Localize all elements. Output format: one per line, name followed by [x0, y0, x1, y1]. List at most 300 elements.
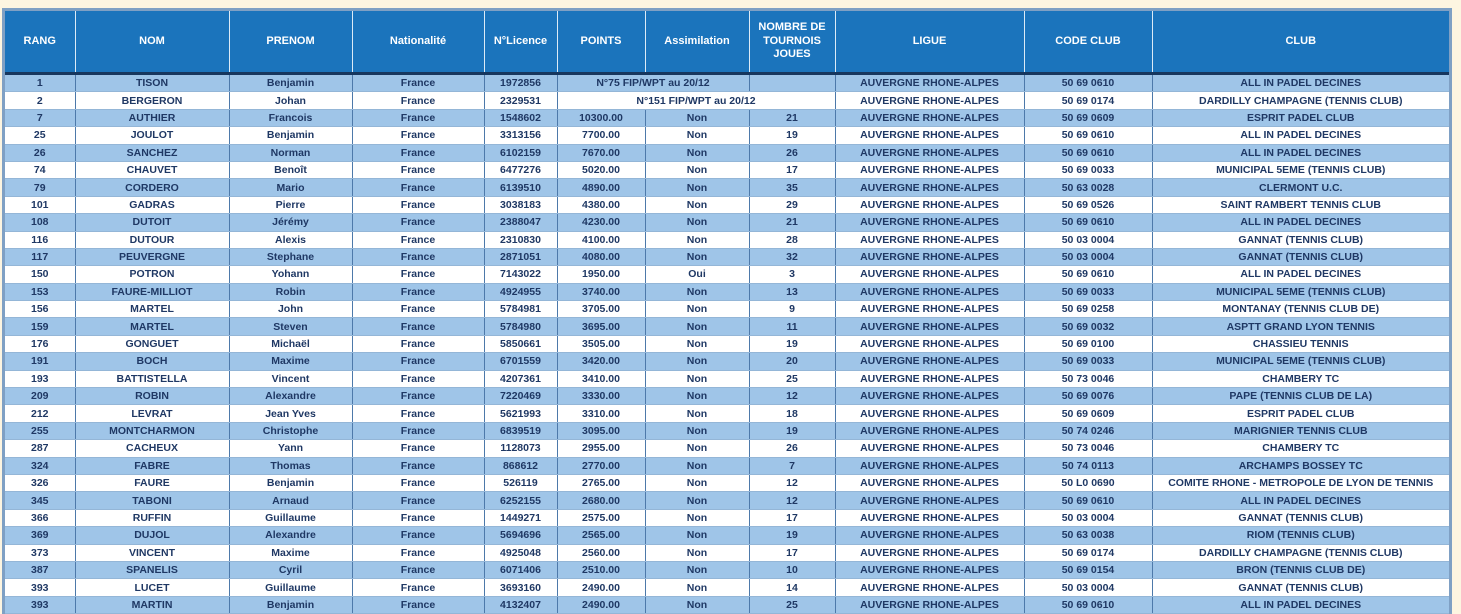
cell-code_club[interactable]: 50 69 0610 — [1024, 144, 1152, 161]
cell-ligue[interactable]: AUVERGNE RHONE-ALPES — [835, 109, 1024, 126]
cell-prenom[interactable]: Mario — [229, 179, 352, 196]
cell-nationalite[interactable]: France — [352, 509, 484, 526]
cell-prenom[interactable]: Christophe — [229, 422, 352, 439]
cell-code_club[interactable]: 50 69 0100 — [1024, 335, 1152, 352]
cell-licence[interactable]: 6477276 — [484, 161, 557, 178]
cell-club[interactable]: ALL IN PADEL DECINES — [1152, 214, 1449, 231]
cell-tournois[interactable]: 26 — [749, 144, 835, 161]
cell-prenom[interactable]: Francois — [229, 109, 352, 126]
cell-licence[interactable]: 7220469 — [484, 388, 557, 405]
cell-tournois[interactable]: 12 — [749, 388, 835, 405]
cell-assimilation[interactable]: Non — [645, 283, 749, 300]
cell-assimilation[interactable]: Non — [645, 370, 749, 387]
cell-licence[interactable]: 3693160 — [484, 579, 557, 596]
cell-licence[interactable]: 3038183 — [484, 196, 557, 213]
cell-points[interactable]: 2765.00 — [557, 474, 645, 491]
cell-rang[interactable]: 369 — [5, 527, 75, 544]
cell-points[interactable]: 3330.00 — [557, 388, 645, 405]
cell-nom[interactable]: MARTIN — [75, 596, 229, 613]
cell-assimilation[interactable]: Non — [645, 144, 749, 161]
cell-ligue[interactable]: AUVERGNE RHONE-ALPES — [835, 127, 1024, 144]
cell-assimilation[interactable]: Non — [645, 179, 749, 196]
cell-nom[interactable]: VINCENT — [75, 544, 229, 561]
cell-ligue[interactable]: AUVERGNE RHONE-ALPES — [835, 440, 1024, 457]
cell-ligue[interactable]: AUVERGNE RHONE-ALPES — [835, 335, 1024, 352]
cell-nationalite[interactable]: France — [352, 388, 484, 405]
cell-prenom[interactable]: Maxime — [229, 353, 352, 370]
cell-tournois[interactable]: 17 — [749, 544, 835, 561]
cell-nom[interactable]: CORDERO — [75, 179, 229, 196]
cell-club[interactable]: GANNAT (TENNIS CLUB) — [1152, 579, 1449, 596]
cell-nom[interactable]: FAURE-MILLIOT — [75, 283, 229, 300]
cell-licence[interactable]: 5694696 — [484, 527, 557, 544]
cell-points[interactable]: 2955.00 — [557, 440, 645, 457]
cell-club[interactable]: CHAMBERY TC — [1152, 370, 1449, 387]
cell-assimilation[interactable]: Non — [645, 335, 749, 352]
cell-rang[interactable]: 191 — [5, 353, 75, 370]
cell-nationalite[interactable]: France — [352, 474, 484, 491]
cell-nationalite[interactable]: France — [352, 214, 484, 231]
cell-rang[interactable]: 193 — [5, 370, 75, 387]
cell-code_club[interactable]: 50 69 0609 — [1024, 109, 1152, 126]
cell-code_club[interactable]: 50 69 0174 — [1024, 544, 1152, 561]
cell-points[interactable]: 3505.00 — [557, 335, 645, 352]
cell-nationalite[interactable]: France — [352, 353, 484, 370]
cell-licence[interactable]: 1449271 — [484, 509, 557, 526]
cell-licence[interactable]: 6839519 — [484, 422, 557, 439]
cell-licence[interactable]: 7143022 — [484, 266, 557, 283]
cell-assimilation-note[interactable]: N°75 FIP/WPT au 20/12 — [557, 74, 749, 92]
cell-rang[interactable]: 74 — [5, 161, 75, 178]
cell-code_club[interactable]: 50 69 0076 — [1024, 388, 1152, 405]
cell-points[interactable]: 2770.00 — [557, 457, 645, 474]
cell-nationalite[interactable]: France — [352, 74, 484, 92]
cell-licence[interactable]: 5784981 — [484, 301, 557, 318]
cell-licence[interactable]: 5850661 — [484, 335, 557, 352]
cell-prenom[interactable]: Yann — [229, 440, 352, 457]
cell-nom[interactable]: BOCH — [75, 353, 229, 370]
cell-licence[interactable]: 2388047 — [484, 214, 557, 231]
cell-prenom[interactable]: Benjamin — [229, 474, 352, 491]
cell-points[interactable]: 2575.00 — [557, 509, 645, 526]
cell-nom[interactable]: GADRAS — [75, 196, 229, 213]
cell-tournois[interactable]: 21 — [749, 214, 835, 231]
cell-nom[interactable]: DUTOIT — [75, 214, 229, 231]
cell-ligue[interactable]: AUVERGNE RHONE-ALPES — [835, 179, 1024, 196]
cell-prenom[interactable]: Steven — [229, 318, 352, 335]
cell-nationalite[interactable]: France — [352, 127, 484, 144]
cell-nationalite[interactable]: France — [352, 440, 484, 457]
cell-nom[interactable]: LUCET — [75, 579, 229, 596]
cell-ligue[interactable]: AUVERGNE RHONE-ALPES — [835, 214, 1024, 231]
cell-tournois[interactable]: 19 — [749, 335, 835, 352]
cell-tournois[interactable]: 17 — [749, 161, 835, 178]
cell-tournois[interactable] — [749, 74, 835, 92]
cell-points[interactable]: 7670.00 — [557, 144, 645, 161]
cell-code_club[interactable]: 50 69 0526 — [1024, 196, 1152, 213]
cell-rang[interactable]: 108 — [5, 214, 75, 231]
cell-tournois[interactable]: 3 — [749, 266, 835, 283]
cell-licence[interactable]: 6139510 — [484, 179, 557, 196]
cell-licence[interactable]: 2871051 — [484, 248, 557, 265]
cell-assimilation[interactable]: Non — [645, 457, 749, 474]
column-header-nom[interactable]: NOM — [75, 11, 229, 74]
cell-rang[interactable]: 156 — [5, 301, 75, 318]
cell-ligue[interactable]: AUVERGNE RHONE-ALPES — [835, 561, 1024, 578]
cell-nationalite[interactable]: France — [352, 283, 484, 300]
cell-code_club[interactable]: 50 69 0032 — [1024, 318, 1152, 335]
cell-licence[interactable]: 3313156 — [484, 127, 557, 144]
cell-nom[interactable]: POTRON — [75, 266, 229, 283]
cell-code_club[interactable]: 50 69 0610 — [1024, 214, 1152, 231]
cell-assimilation[interactable]: Non — [645, 231, 749, 248]
cell-nationalite[interactable]: France — [352, 109, 484, 126]
cell-prenom[interactable]: Stephane — [229, 248, 352, 265]
cell-prenom[interactable]: Thomas — [229, 457, 352, 474]
cell-club[interactable]: ALL IN PADEL DECINES — [1152, 74, 1449, 92]
cell-points[interactable]: 4890.00 — [557, 179, 645, 196]
cell-rang[interactable]: 387 — [5, 561, 75, 578]
cell-prenom[interactable]: Guillaume — [229, 509, 352, 526]
cell-assimilation[interactable]: Non — [645, 422, 749, 439]
cell-ligue[interactable]: AUVERGNE RHONE-ALPES — [835, 266, 1024, 283]
cell-assimilation[interactable]: Non — [645, 248, 749, 265]
cell-rang[interactable]: 79 — [5, 179, 75, 196]
cell-rang[interactable]: 287 — [5, 440, 75, 457]
cell-licence[interactable]: 6252155 — [484, 492, 557, 509]
cell-club[interactable]: ALL IN PADEL DECINES — [1152, 596, 1449, 613]
cell-club[interactable]: BRON (TENNIS CLUB DE) — [1152, 561, 1449, 578]
cell-code_club[interactable]: 50 63 0028 — [1024, 179, 1152, 196]
cell-nationalite[interactable]: France — [352, 579, 484, 596]
cell-nationalite[interactable]: France — [352, 544, 484, 561]
cell-rang[interactable]: 159 — [5, 318, 75, 335]
cell-licence[interactable]: 526119 — [484, 474, 557, 491]
cell-ligue[interactable]: AUVERGNE RHONE-ALPES — [835, 544, 1024, 561]
cell-licence[interactable]: 2329531 — [484, 92, 557, 109]
cell-licence[interactable]: 1128073 — [484, 440, 557, 457]
cell-prenom[interactable]: Vincent — [229, 370, 352, 387]
cell-code_club[interactable]: 50 03 0004 — [1024, 579, 1152, 596]
cell-assimilation[interactable]: Non — [645, 596, 749, 613]
cell-club[interactable]: ASPTT GRAND LYON TENNIS — [1152, 318, 1449, 335]
cell-tournois[interactable]: 32 — [749, 248, 835, 265]
cell-points[interactable]: 3095.00 — [557, 422, 645, 439]
cell-club[interactable]: DARDILLY CHAMPAGNE (TENNIS CLUB) — [1152, 92, 1449, 109]
column-header-points[interactable]: POINTS — [557, 11, 645, 74]
cell-prenom[interactable]: Benjamin — [229, 127, 352, 144]
cell-ligue[interactable]: AUVERGNE RHONE-ALPES — [835, 248, 1024, 265]
cell-ligue[interactable]: AUVERGNE RHONE-ALPES — [835, 231, 1024, 248]
cell-licence[interactable]: 1972856 — [484, 74, 557, 92]
cell-points[interactable]: 4380.00 — [557, 196, 645, 213]
cell-rang[interactable]: 2 — [5, 92, 75, 109]
cell-prenom[interactable]: Jean Yves — [229, 405, 352, 422]
cell-prenom[interactable]: Jérémy — [229, 214, 352, 231]
cell-assimilation[interactable]: Non — [645, 561, 749, 578]
cell-nom[interactable]: TABONI — [75, 492, 229, 509]
cell-prenom[interactable]: Arnaud — [229, 492, 352, 509]
cell-prenom[interactable]: Alexandre — [229, 388, 352, 405]
cell-ligue[interactable]: AUVERGNE RHONE-ALPES — [835, 301, 1024, 318]
cell-code_club[interactable]: 50 69 0610 — [1024, 74, 1152, 92]
cell-nom[interactable]: TISON — [75, 74, 229, 92]
cell-club[interactable]: ALL IN PADEL DECINES — [1152, 492, 1449, 509]
cell-points[interactable]: 2510.00 — [557, 561, 645, 578]
cell-nom[interactable]: CHAUVET — [75, 161, 229, 178]
cell-tournois[interactable]: 19 — [749, 422, 835, 439]
cell-prenom[interactable]: Cyril — [229, 561, 352, 578]
cell-licence[interactable]: 4132407 — [484, 596, 557, 613]
cell-nationalite[interactable]: France — [352, 144, 484, 161]
cell-club[interactable]: ESPRIT PADEL CLUB — [1152, 109, 1449, 126]
column-header-prenom[interactable]: PRENOM — [229, 11, 352, 74]
cell-nationalite[interactable]: France — [352, 248, 484, 265]
cell-points[interactable]: 2490.00 — [557, 579, 645, 596]
cell-assimilation[interactable]: Non — [645, 196, 749, 213]
cell-club[interactable]: ALL IN PADEL DECINES — [1152, 266, 1449, 283]
cell-assimilation[interactable]: Non — [645, 544, 749, 561]
cell-club[interactable]: MUNICIPAL 5EME (TENNIS CLUB) — [1152, 353, 1449, 370]
cell-points[interactable]: 5020.00 — [557, 161, 645, 178]
cell-tournois[interactable]: 21 — [749, 109, 835, 126]
cell-ligue[interactable]: AUVERGNE RHONE-ALPES — [835, 596, 1024, 613]
cell-prenom[interactable]: Michaël — [229, 335, 352, 352]
cell-code_club[interactable]: 50 03 0004 — [1024, 231, 1152, 248]
column-header-assimilation[interactable]: Assimilation — [645, 11, 749, 74]
cell-club[interactable]: RIOM (TENNIS CLUB) — [1152, 527, 1449, 544]
cell-ligue[interactable]: AUVERGNE RHONE-ALPES — [835, 457, 1024, 474]
cell-points[interactable]: 4230.00 — [557, 214, 645, 231]
cell-club[interactable]: GANNAT (TENNIS CLUB) — [1152, 509, 1449, 526]
cell-rang[interactable]: 373 — [5, 544, 75, 561]
cell-assimilation[interactable]: Non — [645, 214, 749, 231]
cell-code_club[interactable]: 50 69 0610 — [1024, 596, 1152, 613]
cell-ligue[interactable]: AUVERGNE RHONE-ALPES — [835, 388, 1024, 405]
cell-nationalite[interactable]: France — [352, 492, 484, 509]
cell-nationalite[interactable]: France — [352, 179, 484, 196]
cell-points[interactable]: 3310.00 — [557, 405, 645, 422]
cell-code_club[interactable]: 50 69 0174 — [1024, 92, 1152, 109]
cell-code_club[interactable]: 50 69 0610 — [1024, 492, 1152, 509]
cell-ligue[interactable]: AUVERGNE RHONE-ALPES — [835, 283, 1024, 300]
cell-points[interactable]: 3410.00 — [557, 370, 645, 387]
cell-rang[interactable]: 393 — [5, 596, 75, 613]
cell-ligue[interactable]: AUVERGNE RHONE-ALPES — [835, 422, 1024, 439]
cell-ligue[interactable]: AUVERGNE RHONE-ALPES — [835, 161, 1024, 178]
cell-nom[interactable]: SPANELIS — [75, 561, 229, 578]
cell-nom[interactable]: FAURE — [75, 474, 229, 491]
cell-tournois[interactable]: 12 — [749, 474, 835, 491]
cell-ligue[interactable]: AUVERGNE RHONE-ALPES — [835, 370, 1024, 387]
cell-code_club[interactable]: 50 74 0246 — [1024, 422, 1152, 439]
cell-licence[interactable]: 6071406 — [484, 561, 557, 578]
cell-assimilation[interactable]: Non — [645, 353, 749, 370]
cell-licence[interactable]: 6102159 — [484, 144, 557, 161]
cell-points[interactable]: 2565.00 — [557, 527, 645, 544]
cell-assimilation[interactable]: Non — [645, 161, 749, 178]
cell-prenom[interactable]: Johan — [229, 92, 352, 109]
cell-code_club[interactable]: 50 69 0610 — [1024, 266, 1152, 283]
cell-tournois[interactable]: 11 — [749, 318, 835, 335]
cell-assimilation[interactable]: Non — [645, 492, 749, 509]
cell-nationalite[interactable]: France — [352, 370, 484, 387]
cell-nationalite[interactable]: France — [352, 231, 484, 248]
cell-nom[interactable]: MARTEL — [75, 318, 229, 335]
cell-licence[interactable]: 4207361 — [484, 370, 557, 387]
cell-club[interactable]: MONTANAY (TENNIS CLUB DE) — [1152, 301, 1449, 318]
cell-assimilation[interactable]: Non — [645, 509, 749, 526]
cell-rang[interactable]: 116 — [5, 231, 75, 248]
cell-club[interactable]: ESPRIT PADEL CLUB — [1152, 405, 1449, 422]
cell-ligue[interactable]: AUVERGNE RHONE-ALPES — [835, 405, 1024, 422]
cell-rang[interactable]: 212 — [5, 405, 75, 422]
cell-ligue[interactable]: AUVERGNE RHONE-ALPES — [835, 579, 1024, 596]
cell-rang[interactable]: 209 — [5, 388, 75, 405]
cell-prenom[interactable]: Robin — [229, 283, 352, 300]
cell-club[interactable]: CLERMONT U.C. — [1152, 179, 1449, 196]
cell-points[interactable]: 7700.00 — [557, 127, 645, 144]
column-header-code_club[interactable]: CODE CLUB — [1024, 11, 1152, 74]
cell-code_club[interactable]: 50 73 0046 — [1024, 440, 1152, 457]
cell-prenom[interactable]: Pierre — [229, 196, 352, 213]
column-header-licence[interactable]: N°Licence — [484, 11, 557, 74]
cell-prenom[interactable]: Benjamin — [229, 74, 352, 92]
cell-nom[interactable]: JOULOT — [75, 127, 229, 144]
cell-nationalite[interactable]: France — [352, 561, 484, 578]
cell-code_club[interactable]: 50 74 0113 — [1024, 457, 1152, 474]
cell-prenom[interactable]: Maxime — [229, 544, 352, 561]
cell-code_club[interactable]: 50 03 0004 — [1024, 248, 1152, 265]
cell-rang[interactable]: 26 — [5, 144, 75, 161]
cell-code_club[interactable]: 50 03 0004 — [1024, 509, 1152, 526]
cell-prenom[interactable]: Benoît — [229, 161, 352, 178]
cell-assimilation[interactable]: Non — [645, 388, 749, 405]
cell-code_club[interactable]: 50 73 0046 — [1024, 370, 1152, 387]
cell-code_club[interactable]: 50 L0 0690 — [1024, 474, 1152, 491]
cell-tournois[interactable]: 18 — [749, 405, 835, 422]
cell-nationalite[interactable]: France — [352, 596, 484, 613]
cell-code_club[interactable]: 50 69 0033 — [1024, 161, 1152, 178]
cell-licence[interactable]: 4925048 — [484, 544, 557, 561]
cell-points[interactable]: 3420.00 — [557, 353, 645, 370]
cell-club[interactable]: COMITE RHONE - METROPOLE DE LYON DE TENNIS — [1152, 474, 1449, 491]
cell-licence[interactable]: 1548602 — [484, 109, 557, 126]
cell-tournois[interactable]: 19 — [749, 527, 835, 544]
cell-points[interactable]: 10300.00 — [557, 109, 645, 126]
cell-points[interactable]: 1950.00 — [557, 266, 645, 283]
cell-nom[interactable]: FABRE — [75, 457, 229, 474]
cell-nationalite[interactable]: France — [352, 422, 484, 439]
cell-club[interactable]: MUNICIPAL 5EME (TENNIS CLUB) — [1152, 283, 1449, 300]
cell-prenom[interactable]: Alexandre — [229, 527, 352, 544]
column-header-tournois[interactable]: NOMBRE DE TOURNOIS JOUES — [749, 11, 835, 74]
cell-rang[interactable]: 153 — [5, 283, 75, 300]
cell-points[interactable]: 4100.00 — [557, 231, 645, 248]
cell-licence[interactable]: 2310830 — [484, 231, 557, 248]
cell-rang[interactable]: 345 — [5, 492, 75, 509]
cell-tournois[interactable]: 7 — [749, 457, 835, 474]
cell-assimilation[interactable]: Non — [645, 405, 749, 422]
cell-rang[interactable]: 324 — [5, 457, 75, 474]
cell-club[interactable]: CHAMBERY TC — [1152, 440, 1449, 457]
cell-prenom[interactable]: Benjamin — [229, 596, 352, 613]
cell-prenom[interactable]: Yohann — [229, 266, 352, 283]
cell-ligue[interactable]: AUVERGNE RHONE-ALPES — [835, 353, 1024, 370]
cell-club[interactable]: GANNAT (TENNIS CLUB) — [1152, 231, 1449, 248]
cell-points[interactable]: 4080.00 — [557, 248, 645, 265]
cell-tournois[interactable]: 9 — [749, 301, 835, 318]
cell-ligue[interactable]: AUVERGNE RHONE-ALPES — [835, 92, 1024, 109]
cell-nom[interactable]: PEUVERGNE — [75, 248, 229, 265]
cell-nom[interactable]: MARTEL — [75, 301, 229, 318]
cell-tournois[interactable]: 13 — [749, 283, 835, 300]
cell-rang[interactable]: 176 — [5, 335, 75, 352]
cell-nom[interactable]: BATTISTELLA — [75, 370, 229, 387]
cell-assimilation[interactable]: Non — [645, 318, 749, 335]
cell-tournois[interactable]: 28 — [749, 231, 835, 248]
cell-points[interactable]: 2680.00 — [557, 492, 645, 509]
cell-nom[interactable]: RUFFIN — [75, 509, 229, 526]
cell-ligue[interactable]: AUVERGNE RHONE-ALPES — [835, 492, 1024, 509]
cell-tournois[interactable]: 29 — [749, 196, 835, 213]
cell-club[interactable]: GANNAT (TENNIS CLUB) — [1152, 248, 1449, 265]
cell-tournois[interactable]: 25 — [749, 596, 835, 613]
cell-nationalite[interactable]: France — [352, 92, 484, 109]
cell-nom[interactable]: SANCHEZ — [75, 144, 229, 161]
cell-nationalite[interactable]: France — [352, 457, 484, 474]
cell-rang[interactable]: 25 — [5, 127, 75, 144]
cell-rang[interactable]: 366 — [5, 509, 75, 526]
cell-points[interactable]: 3740.00 — [557, 283, 645, 300]
cell-assimilation[interactable]: Non — [645, 301, 749, 318]
cell-nationalite[interactable]: France — [352, 405, 484, 422]
cell-prenom[interactable]: Guillaume — [229, 579, 352, 596]
cell-club[interactable]: ARCHAMPS BOSSEY TC — [1152, 457, 1449, 474]
cell-club[interactable]: DARDILLY CHAMPAGNE (TENNIS CLUB) — [1152, 544, 1449, 561]
cell-rang[interactable]: 150 — [5, 266, 75, 283]
cell-code_club[interactable]: 50 69 0033 — [1024, 283, 1152, 300]
cell-tournois[interactable]: 20 — [749, 353, 835, 370]
column-header-nationalite[interactable]: Nationalité — [352, 11, 484, 74]
cell-nom[interactable]: DUTOUR — [75, 231, 229, 248]
cell-nationalite[interactable]: France — [352, 527, 484, 544]
cell-tournois[interactable]: 26 — [749, 440, 835, 457]
cell-rang[interactable]: 326 — [5, 474, 75, 491]
cell-rang[interactable]: 117 — [5, 248, 75, 265]
cell-tournois[interactable]: 35 — [749, 179, 835, 196]
cell-club[interactable]: ALL IN PADEL DECINES — [1152, 144, 1449, 161]
cell-nom[interactable]: MONTCHARMON — [75, 422, 229, 439]
cell-nationalite[interactable]: France — [352, 196, 484, 213]
cell-nom[interactable]: LEVRAT — [75, 405, 229, 422]
cell-code_club[interactable]: 50 69 0154 — [1024, 561, 1152, 578]
cell-rang[interactable]: 255 — [5, 422, 75, 439]
cell-assimilation[interactable]: Non — [645, 474, 749, 491]
column-header-club[interactable]: CLUB — [1152, 11, 1449, 74]
cell-club[interactable]: PAPE (TENNIS CLUB DE LA) — [1152, 388, 1449, 405]
cell-assimilation[interactable]: Non — [645, 127, 749, 144]
cell-assimilation-note[interactable]: N°151 FIP/WPT au 20/12 — [557, 92, 835, 109]
cell-rang[interactable]: 393 — [5, 579, 75, 596]
cell-nom[interactable]: BERGERON — [75, 92, 229, 109]
cell-nationalite[interactable]: France — [352, 335, 484, 352]
cell-club[interactable]: MUNICIPAL 5EME (TENNIS CLUB) — [1152, 161, 1449, 178]
cell-ligue[interactable]: AUVERGNE RHONE-ALPES — [835, 196, 1024, 213]
cell-ligue[interactable]: AUVERGNE RHONE-ALPES — [835, 144, 1024, 161]
cell-tournois[interactable]: 19 — [749, 127, 835, 144]
cell-ligue[interactable]: AUVERGNE RHONE-ALPES — [835, 74, 1024, 92]
